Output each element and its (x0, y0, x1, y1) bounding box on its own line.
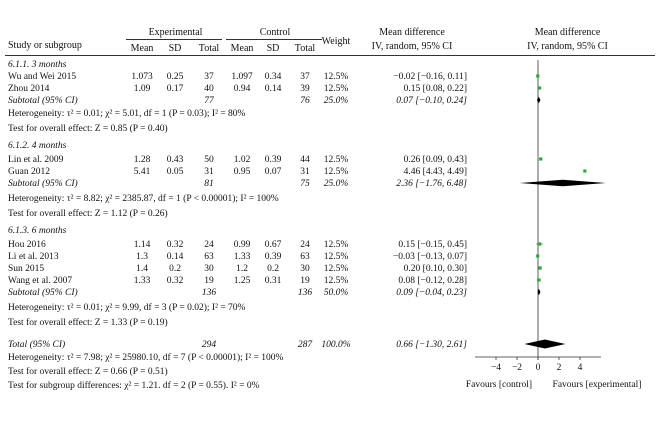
c-sd: 0.34 (264, 72, 282, 82)
total-ci: 0.66 [−1.30, 2.61] (396, 340, 467, 350)
subtotal-e-total: 81 (204, 179, 214, 189)
study-marker (537, 278, 540, 281)
study-name: Zhou 2014 (8, 84, 50, 94)
c-total: 30 (300, 264, 310, 274)
subtotal-c-total: 76 (300, 96, 310, 106)
e-mean: 1.3 (136, 252, 148, 262)
subtotal-diamond (537, 97, 541, 103)
total-e-n: 294 (201, 340, 217, 350)
group-title: 6.1.2. 4 months (8, 141, 67, 151)
c-sd: 0.39 (264, 155, 282, 165)
e-total: 19 (204, 276, 214, 286)
group-title: 6.1.1. 3 months (8, 60, 67, 70)
heterogeneity-text: Heterogeneity: τ² = 8.82; χ² = 2385.87, df = 1 (P < 0.00001); I² = 100% (8, 194, 279, 204)
heterogeneity-text: Heterogeneity: τ² = 0.01; χ² = 5.01, df = 1 (P = 0.03); I² = 80% (8, 109, 246, 119)
study-marker (536, 74, 539, 77)
header-md: Mean difference (379, 27, 445, 38)
c-total: 39 (300, 84, 310, 94)
c-total: 24 (300, 240, 310, 250)
heterogeneity-text: Heterogeneity: τ² = 0.01; χ² = 9.99, df = 3 (P = 0.02); I² = 70% (8, 303, 246, 313)
header-md-sub: IV, random, 95% CI (371, 41, 453, 52)
study-name: Hou 2016 (8, 240, 46, 250)
subtotal-weight: 25.0% (323, 179, 349, 189)
md-ci: 0.26 [0.09, 0.43] (403, 155, 467, 165)
subtotal-e-total: 77 (204, 96, 214, 106)
e-total: 40 (204, 84, 214, 94)
weight: 12.5% (323, 155, 349, 165)
overall-effect-text: Test for overall effect: Z = 0.85 (P = 0.40) (8, 124, 168, 134)
e-total: 24 (204, 240, 214, 250)
study-name: Sun 2015 (8, 264, 45, 274)
total-label: Total (95% CI) (8, 340, 66, 350)
md-ci: −0.03 [−0.13, 0.07] (392, 252, 467, 262)
total-c-n: 287 (297, 340, 313, 350)
study-marker (536, 254, 539, 257)
subtotal-label: Subtotal (95% CI) (8, 288, 78, 298)
c-sd: 0.67 (264, 240, 282, 250)
c-total: 37 (300, 72, 310, 82)
header-c-mean: Mean (230, 43, 254, 54)
e-mean: 1.073 (131, 72, 153, 82)
e-sd: 0.17 (166, 84, 184, 94)
study-marker (539, 157, 542, 160)
e-total: 30 (204, 264, 214, 274)
e-mean: 1.09 (133, 84, 151, 94)
x-tick-label: 2 (556, 363, 562, 373)
md-ci: 0.15 [0.08, 0.22] (403, 84, 467, 94)
subtotal-diamond (520, 180, 607, 186)
e-sd: 0.2 (169, 264, 181, 274)
favours-control-label: Favours [control] (465, 380, 533, 390)
header-plot-md: Mean difference (534, 27, 601, 38)
study-name: Wu and Wei 2015 (8, 72, 77, 82)
weight: 12.5% (323, 72, 349, 82)
header-c-sd: SD (266, 43, 280, 54)
header-weight: Weight (321, 36, 351, 47)
control-underline (226, 39, 322, 40)
header-e-total: Total (198, 43, 220, 54)
overall-effect-text: Test for overall effect: Z = 1.12 (P = 0.26) (8, 209, 168, 219)
subtotal-diamond (538, 289, 541, 295)
overall-effect-text: Test for overall effect: Z = 1.33 (P = 0.19) (8, 318, 168, 328)
study-marker (583, 169, 586, 172)
c-sd: 0.14 (264, 84, 282, 94)
weight: 12.5% (323, 84, 349, 94)
subtotal-ci: 2.36 [−1.76, 6.48] (396, 179, 467, 189)
c-total: 31 (300, 167, 310, 177)
weight: 12.5% (323, 167, 349, 177)
c-mean: 0.99 (233, 240, 251, 250)
c-mean: 1.02 (233, 155, 251, 165)
weight: 12.5% (323, 264, 349, 274)
total-overall-effect: Test for overall effect: Z = 0.66 (P = 0.51) (8, 367, 168, 377)
e-total: 31 (204, 167, 214, 177)
x-tick-label: −4 (490, 363, 502, 373)
e-sd: 0.32 (166, 276, 184, 286)
subtotal-ci: 0.09 [−0.04, 0.23] (396, 288, 467, 298)
study-marker (539, 266, 542, 269)
e-sd: 0.14 (166, 252, 184, 262)
e-total: 63 (204, 252, 214, 262)
c-mean: 1.25 (233, 276, 251, 286)
c-mean: 0.95 (233, 167, 251, 177)
study-marker (538, 86, 541, 89)
c-sd: 0.2 (267, 264, 279, 274)
group-title: 6.1.3. 6 months (8, 226, 67, 236)
c-mean: 1.33 (233, 252, 251, 262)
md-ci: 0.20 [0.10, 0.30] (403, 264, 467, 274)
c-sd: 0.31 (264, 276, 282, 286)
header-plot-sub: IV, random, 95% CI (527, 41, 608, 52)
x-tick-label: −2 (511, 363, 523, 373)
header-experimental: Experimental (148, 27, 203, 38)
header-study: Study or subgroup (8, 40, 82, 51)
e-mean: 1.28 (133, 155, 151, 165)
subgroup-differences: Test for subgroup differences: χ² = 1.21. df = 2 (P = 0.55). I² = 0% (8, 381, 260, 391)
subtotal-ci: 0.07 [−0.10, 0.24] (396, 96, 467, 106)
subtotal-weight: 25.0% (323, 96, 349, 106)
e-mean: 1.14 (133, 240, 151, 250)
weight: 12.5% (323, 252, 349, 262)
e-mean: 1.33 (133, 276, 151, 286)
c-mean: 1.2 (236, 264, 248, 274)
x-tick-label: 4 (577, 363, 583, 373)
total-heterogeneity: Heterogeneity: τ² = 7.98; χ² = 25980.10, df = 7 (P < 0.00001); I² = 100% (8, 353, 284, 363)
subtotal-e-total: 136 (201, 288, 217, 298)
c-total: 44 (300, 155, 310, 165)
md-ci: 0.08 [−0.12, 0.28] (398, 276, 467, 286)
e-total: 37 (204, 72, 214, 82)
experimental-underline (126, 39, 222, 40)
study-name: Li et al. 2013 (8, 252, 59, 262)
subtotal-c-total: 136 (297, 288, 313, 298)
header-e-mean: Mean (130, 43, 154, 54)
e-mean: 1.4 (136, 264, 148, 274)
c-total: 63 (300, 252, 310, 262)
study-name: Wang et al. 2007 (8, 276, 73, 286)
e-sd: 0.25 (166, 72, 184, 82)
c-total: 19 (300, 276, 310, 286)
header-control: Control (259, 27, 291, 38)
md-ci: 0.15 [−0.15, 0.45] (398, 240, 467, 250)
subtotal-c-total: 75 (300, 179, 310, 189)
e-sd: 0.43 (166, 155, 184, 165)
header-e-sd: SD (168, 43, 182, 54)
e-total: 50 (204, 155, 214, 165)
c-sd: 0.39 (264, 252, 282, 262)
study-name: Guan 2012 (8, 167, 50, 177)
favours-experimental-label: Favours [experimental] (552, 380, 642, 390)
weight: 12.5% (323, 276, 349, 286)
c-mean: 0.94 (233, 84, 251, 94)
study-marker (538, 242, 541, 245)
x-tick-label: 0 (535, 363, 541, 373)
total-diamond (524, 340, 565, 349)
c-sd: 0.07 (264, 167, 282, 177)
e-mean: 5.41 (133, 167, 151, 177)
c-mean: 1.097 (231, 72, 253, 82)
subtotal-label: Subtotal (95% CI) (8, 179, 78, 189)
subtotal-weight: 50.0% (323, 288, 349, 298)
total-weight: 100.0% (321, 340, 351, 350)
header-c-total: Total (294, 43, 316, 54)
e-sd: 0.32 (166, 240, 184, 250)
header-rule (5, 55, 655, 56)
study-name: Lin et al. 2009 (8, 155, 64, 165)
subtotal-label: Subtotal (95% CI) (8, 96, 78, 106)
e-sd: 0.05 (166, 167, 184, 177)
weight: 12.5% (323, 240, 349, 250)
md-ci: 4.46 [4.43, 4.49] (403, 167, 467, 177)
md-ci: −0.02 [−0.16, 0.11] (393, 72, 467, 82)
